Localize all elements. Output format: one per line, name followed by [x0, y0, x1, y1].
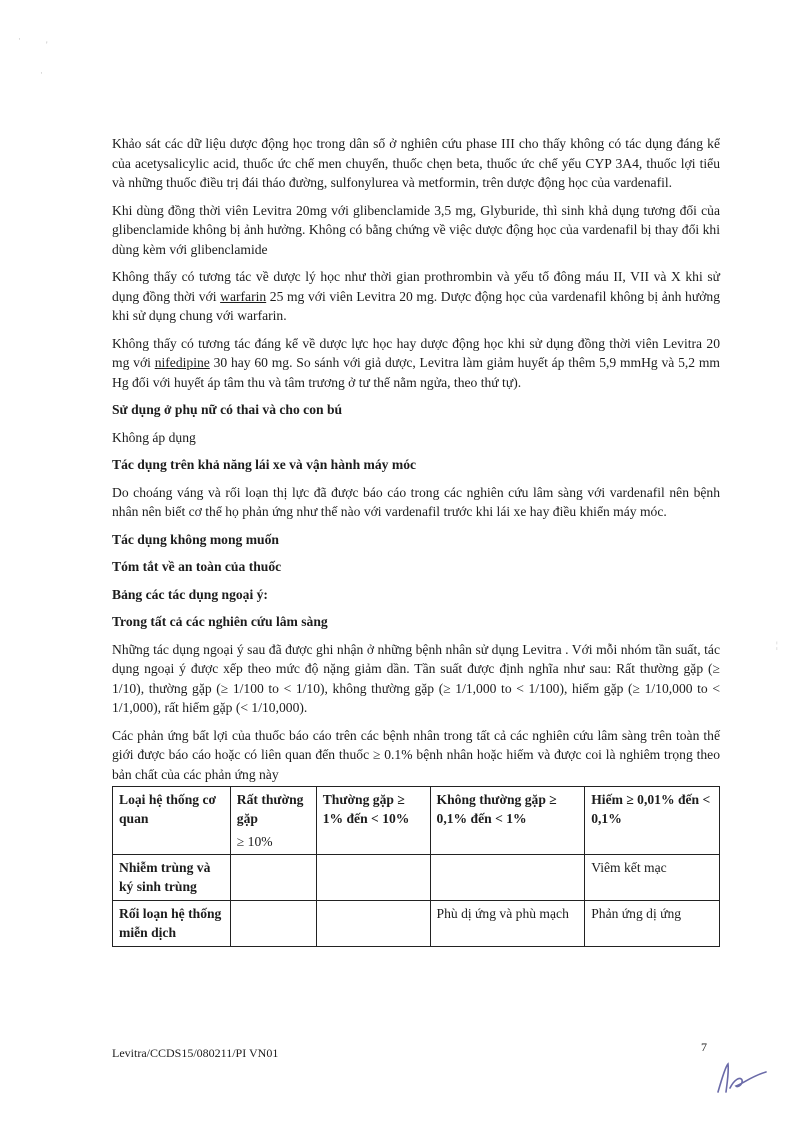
- paragraph-glibenclamide: Khi dùng đồng thời viên Levitra 20mg với glibenclamide 3,5 mg, Glyburide, thì sinh khả dụng tương đối của glibenclamide không bị ảnh hưởng. Không có bằng chứng về việc dược động học của vardenafil bị thay đổi khi dùng kèm với glibenclamide: [112, 202, 720, 257]
- table-cell: Nhiễm trùng và ký sinh trùng: [113, 855, 231, 901]
- header-common: Thường gặp ≥ 1% đến < 10%: [316, 787, 430, 855]
- table-cell: [230, 901, 316, 947]
- scan-mark: ·: [40, 68, 43, 78]
- heading-safety-summary: Tóm tắt về an toàn của thuốc: [112, 559, 282, 574]
- heading-pregnancy: Sử dụng ở phụ nữ có thai và cho con bú: [112, 402, 343, 417]
- paragraph-frequency: Những tác dụng ngoại ý sau đã được ghi nhận ở những bệnh nhân sử dụng Levitra . Với mỗi nhóm tần suất, tác dụng ngoại ý được xếp theo mức độ nặng giảm dần. Tần suất được định nghĩa như sau: Rất thường gặp (≥ 1/10), thường gặp (≥ 1/100 to < 1/10), không thường gặp (≥ 1/1,000 to < 1/100), hiếm gặp (≥ 1/10,000 to < 1/1,000), rất hiếm gặp (< 1/10,000).: [112, 641, 720, 715]
- header-organ-class: Loại hệ thống cơ quan: [113, 787, 231, 855]
- heading-all-studies: Trong tất cả các nghiên cứu lâm sàng: [112, 614, 328, 629]
- nifedipine-underlined: nifedipine: [154, 355, 210, 370]
- heading-adverse-table: Bảng các tác dụng ngoại ý:: [112, 586, 268, 602]
- scan-mark: ¦: [776, 640, 778, 650]
- signature-icon: [712, 1058, 772, 1098]
- adverse-reactions-table: [112, 786, 720, 947]
- table-cell: Phản ứng dị ứng: [585, 901, 720, 947]
- paragraph-reported-reactions: Các phản ứng bất lợi của thuốc báo cáo trên các bệnh nhân trong tất cả các nghiên cứu lâm sàng trên toàn thế giới được báo cáo hoặc có liên quan đến thuốc ≥ 0.1% bệnh nhân hoặc hiếm và được coi là nghiêm trọng theo bản chất của các phản ứng này: [112, 727, 720, 782]
- table-cell: [316, 855, 430, 901]
- header-uncommon: Không thường gặp ≥ 0,1% đến < 1%: [430, 787, 585, 855]
- table-cell: [230, 855, 316, 901]
- heading-driving: Tác dụng trên khả năng lái xe và vận hành máy móc: [112, 457, 417, 472]
- table-cell: Phù dị ứng và phù mạch: [430, 901, 585, 947]
- paragraph-pk-population: Khảo sát các dữ liệu dược động học trong dân số ở nghiên cứu phase III cho thấy không có tác dụng đáng kể của acetysalicylic acid, thuốc ức chế men chuyển, thuốc chẹn beta, thuốc ức chế yếu CYP 3A4, thuốc lợi tiểu và những thuốc điều trị đái tháo đường, sulfonylurea và metformin, trên dược động học của vardenafil.: [112, 136, 720, 190]
- header-very-common: Rất thường gặp ≥ 10%: [230, 787, 316, 855]
- table-cell: [430, 855, 585, 901]
- header-rare: Hiếm ≥ 0,01% đến < 0,1%: [585, 787, 720, 855]
- scan-mark: ': [46, 40, 48, 50]
- table-cell: Rối loạn hệ thống miễn dịch: [113, 901, 231, 947]
- paragraph-not-applicable: Không áp dụng: [112, 429, 196, 445]
- paragraph-driving: Do choáng váng và rối loạn thị lực đã được báo cáo trong các nghiên cứu lâm sàng với vardenafil nên bệnh nhân nên biết cơ thể họ phản ứng như thế nào với vardenafil trước khi lái xe hay điều khiển máy móc.: [112, 484, 720, 519]
- warfarin-underlined: warfarin: [220, 288, 267, 304]
- table-cell: [316, 901, 430, 947]
- paragraph-nifedipine: Không thấy có tương tác đáng kể về dược lực học hay dược động học khi sử dụng đồng thời viên Levitra 20 mg với nifedipine 30 hay 60 mg. So sánh với giả dược, Levitra làm giảm huyết áp thêm 5,9 mmHg và 5,2 mm Hg đối với huyết áp tâm thu và tâm trương ở tư thế nằm ngửa, theo thứ tự).: [112, 335, 720, 390]
- table-cell: Viêm kết mạc: [585, 855, 720, 901]
- heading-adverse-effects: Tác dụng không mong muốn: [112, 531, 279, 547]
- scan-mark: ·: [18, 34, 21, 44]
- document-footer: Levitra/CCDS15/080211/PI VN01: [112, 1046, 279, 1060]
- page-number: 7: [701, 1040, 707, 1054]
- document-body: [112, 134, 720, 947]
- table-header-row: [113, 787, 720, 855]
- paragraph-warfarin: Không thấy có tương tác về dược lý học như thời gian prothrombin và yếu tố đông máu II, VII và X khi sử dụng đồng thời với warfarin 25 mg với viên Levitra 20 mg. Dược động học của vardenafil không bị ảnh hưởng khi sử dụng chung với warfarin.: [112, 269, 720, 323]
- table-row: [113, 855, 720, 901]
- table-row: [113, 901, 720, 947]
